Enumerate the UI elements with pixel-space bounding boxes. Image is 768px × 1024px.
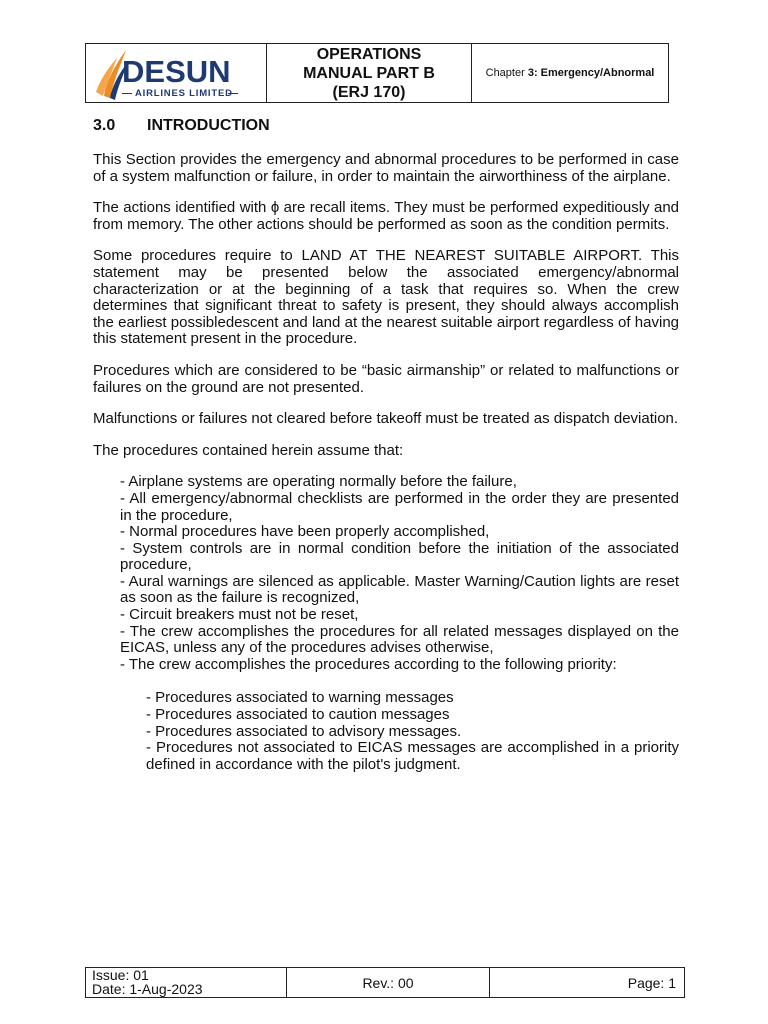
chapter-label [472, 44, 668, 102]
list-item: - Normal procedures have been properly accomplished, [120, 523, 490, 541]
chapter-title: 3: Emergency/Abnormal [527, 67, 655, 79]
list-item: - All emergency/abnormal checklists are performed in the order they are presented in the procedure, [120, 489, 679, 524]
section-number: 3.0 [93, 117, 116, 134]
list-item: - Procedures associated to caution messages [146, 706, 450, 724]
chapter-prefix: Chapter [485, 67, 528, 79]
document-footer [85, 967, 685, 998]
manual-title-line: (ERJ 170) [332, 83, 406, 101]
page-number: Page: 1 [627, 974, 676, 991]
list-item: - Circuit breakers must not be reset, [120, 606, 359, 624]
list-item: - The crew accomplishes the procedures for all related messages displayed on the EICAS, unless any of the procedures advises otherwise, [120, 622, 679, 657]
logo-rule [122, 93, 132, 94]
list-item: - Procedures associated to warning messages [146, 689, 454, 707]
manual-title [267, 44, 472, 102]
issue-date: Date: 1-Aug-2023 [92, 981, 203, 997]
company-logo [86, 44, 267, 102]
section-title: INTRODUCTION [147, 117, 270, 134]
assumptions-list [120, 474, 679, 673]
list-item: - The crew accomplishes the procedures according to the following priority: [120, 655, 617, 673]
list-item: - Aural warnings are silenced as applicable. Master Warning/Caution lights are reset as soon as the failure is recognized, [120, 572, 679, 607]
priority-list [146, 690, 679, 773]
manual-title-line: OPERATIONS [316, 45, 422, 63]
paragraph: Procedures which are considered to be “basic airmanship” or related to malfunctions or failures on the ground are not presented. [93, 361, 679, 396]
paragraph: The procedures contained herein assume that: [93, 441, 404, 459]
section-heading [93, 117, 270, 135]
paragraph: Malfunctions or failures not cleared before takeoff must be treated as dispatch deviation. [93, 410, 679, 428]
logo-subtitle: AIRLINES LIMITED [135, 88, 233, 99]
issue-number: Issue: 01 [92, 967, 149, 983]
issue-info [86, 968, 287, 997]
paragraph: The actions identified with ϕ are recall items. They must be performed expeditiously and from memory. The other actions should be performed as soon as the condition permits. [93, 199, 679, 233]
document-header [85, 43, 669, 103]
paragraph: Some procedures require to LAND AT THE NEAREST SUITABLE AIRPORT. This statement may be presented below the associated emergency/abnormal characterization or at the beginning of a task that requires so. When the crew determines that significant threat to safety is present, they should always accomplish the earliest possibledescent and land at the nearest suitable airport regardless of having this statement present in the procedure. [93, 247, 679, 348]
list-item: - Procedures not associated to EICAS messages are accomplished in a priority defined in accordance with the pilot's judgment. [146, 739, 679, 773]
logo-rule [228, 93, 238, 94]
list-item: - Procedures associated to advisory messages. [146, 722, 462, 740]
paragraph: This Section provides the emergency and abnormal procedures to be performed in case of a system malfunction or failure, in order to maintain the airworthiness of the airplane. [93, 151, 679, 185]
document-body [93, 152, 679, 773]
list-item: - System controls are in normal condition before the initiation of the associated procedure, [120, 539, 679, 574]
manual-title-line: MANUAL PART B [303, 64, 435, 82]
list-item: - Airplane systems are operating normally before the failure, [120, 473, 517, 491]
revision: Rev.: 00 [287, 968, 490, 997]
logo-wordmark: DESUN [122, 54, 231, 89]
